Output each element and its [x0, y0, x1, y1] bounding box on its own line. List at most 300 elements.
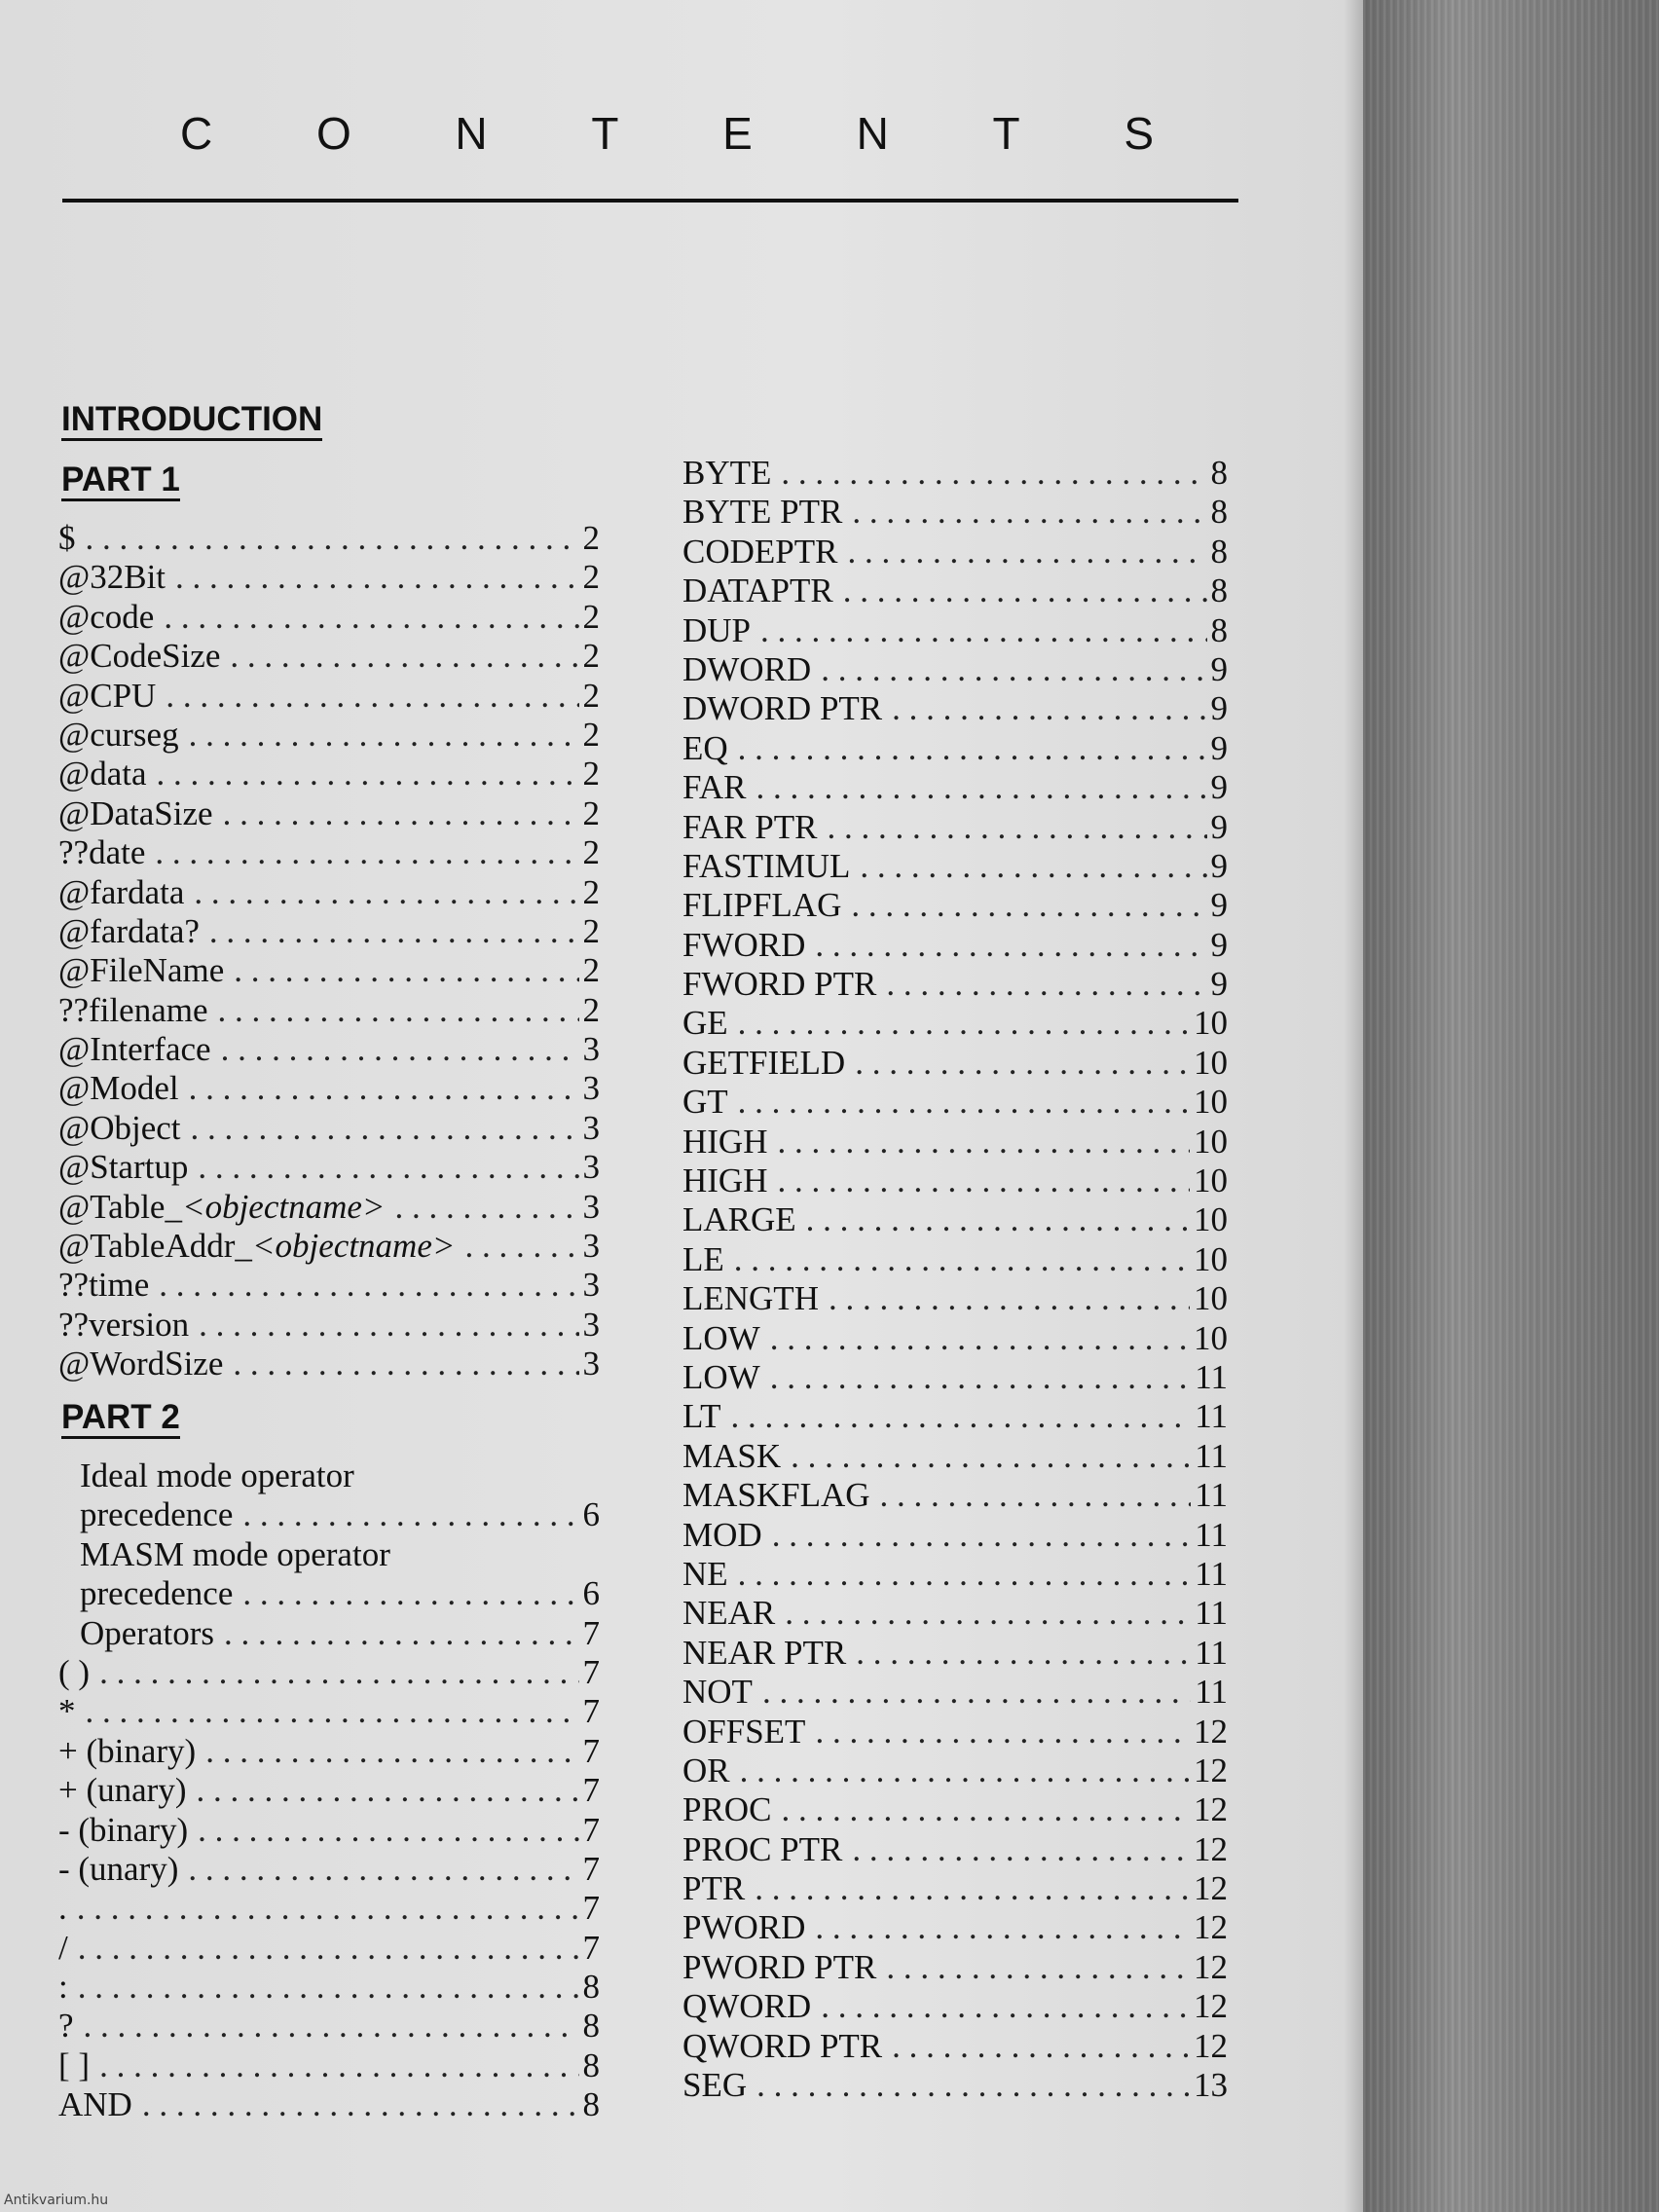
toc-entry [58, 1148, 600, 1187]
toc-entry-page: 8 [1210, 493, 1228, 532]
toc-entry-label [58, 1030, 221, 1069]
leader-dots [852, 493, 1206, 532]
toc-entry-text: GT [682, 1083, 728, 1122]
leader-dots [189, 1069, 579, 1108]
toc-entry-text: DUP [682, 610, 752, 649]
toc-entry-label [58, 677, 166, 716]
toc-entry-label [682, 808, 827, 847]
toc-entry-label [58, 1968, 78, 2007]
leader-dots [194, 873, 578, 912]
toc-entry-page: 13 [1194, 2066, 1228, 2105]
toc-entry-page: 10 [1194, 1083, 1228, 1122]
toc-entry [682, 1869, 1228, 1908]
toc-entry-label [58, 2046, 99, 2085]
toc-entry-text: Ideal mode operator [80, 1456, 354, 1494]
toc-entry-text: @Object [58, 1108, 181, 1147]
toc-entry [58, 873, 600, 912]
toc-entry-text: : [58, 1968, 68, 2007]
leader-dots [99, 2046, 578, 2085]
toc-entry-page: 2 [582, 715, 600, 754]
toc-entry-label [58, 1811, 198, 1850]
leader-dots [166, 677, 578, 716]
leader-dots [791, 1437, 1191, 1476]
leader-dots [155, 833, 578, 872]
toc-entry [682, 847, 1228, 886]
leader-dots [738, 1555, 1192, 1594]
toc-entry [58, 2007, 600, 2046]
toc-entry-page: 2 [582, 676, 600, 715]
toc-entry-text: FAR [682, 768, 747, 807]
toc-entry [682, 1594, 1228, 1633]
leader-dots [777, 1123, 1190, 1161]
toc-entry-page: 3 [582, 1345, 600, 1383]
toc-entry-text: DATAPTR [682, 571, 833, 610]
toc-entry-page: 7 [582, 1613, 600, 1652]
toc-entry [58, 1929, 600, 1968]
toc-entry [682, 493, 1228, 532]
toc-entry-label [58, 794, 223, 833]
toc-entry-label [682, 2066, 756, 2105]
toc-entry [682, 886, 1228, 925]
toc-entry-label [682, 650, 821, 689]
toc-entry-text: NEAR [682, 1594, 776, 1633]
toc-entry-label [682, 1240, 734, 1279]
toc-entry [58, 598, 600, 637]
toc-entry-text: BYTE [682, 454, 772, 492]
toc-entry [58, 1692, 600, 1731]
toc-entry-page: 3 [582, 1266, 600, 1305]
toc-entry-page: 2 [582, 990, 600, 1029]
toc-entry-label [58, 1188, 395, 1227]
section-part2: PART 2 [61, 1400, 180, 1439]
toc-entry-text: FASTIMUL [682, 846, 851, 885]
toc-entry-page: 9 [1210, 886, 1228, 925]
leader-dots [78, 1968, 579, 2007]
toc-entry-label [682, 1123, 777, 1161]
toc-entry-label [682, 1830, 852, 1869]
toc-entry-text: . [58, 1889, 67, 1928]
toc-entry [58, 755, 600, 793]
toc-entry-text: OR [682, 1751, 730, 1789]
toc-entry-text: @CodeSize [58, 637, 221, 676]
toc-entry [58, 1535, 600, 1574]
leader-dots [785, 1594, 1191, 1633]
toc-entry-label [58, 2007, 84, 2046]
leader-dots [762, 1673, 1191, 1712]
toc-entry-label [58, 1692, 86, 1731]
toc-entry-text: PWORD [682, 1908, 806, 1947]
toc-entry [682, 1790, 1228, 1829]
toc-entry-page: 7 [582, 1771, 600, 1810]
toc-entry-text: GE [682, 1004, 728, 1043]
toc-entry-label [58, 1771, 197, 1810]
leader-dots [815, 1908, 1190, 1947]
leader-dots [851, 886, 1206, 925]
toc-entry [58, 558, 600, 597]
wood-background [1363, 0, 1659, 2212]
toc-entry [58, 2085, 600, 2124]
toc-entry-label [58, 1732, 205, 1771]
leader-dots [209, 912, 579, 951]
toc-entry-label [58, 2085, 142, 2124]
toc-entry-text: MASM mode operator [80, 1534, 390, 1573]
leader-dots [886, 1948, 1190, 1987]
toc-entry-page: 11 [1195, 1633, 1228, 1672]
toc-entry-text: precedence [80, 1495, 234, 1534]
toc-entry-text: @fardata? [58, 911, 200, 950]
toc-entry-label [682, 1987, 821, 2026]
toc-entry-label [682, 1594, 785, 1633]
toc-entry-label [682, 1083, 738, 1122]
leader-dots [77, 1889, 579, 1928]
leader-dots [738, 1004, 1190, 1043]
toc-entry-label [682, 965, 886, 1004]
toc-entry-text: ( ) [58, 1652, 91, 1691]
part2-entry-list [58, 1456, 600, 2125]
toc-entry-text: - (binary) [58, 1810, 189, 1849]
leader-dots [86, 519, 579, 558]
toc-entry [58, 2046, 600, 2085]
toc-entry-page: 7 [582, 1731, 600, 1770]
toc-entry [682, 1555, 1228, 1594]
leader-dots [892, 689, 1206, 728]
toc-entry-italic: <objectname> [251, 1227, 456, 1266]
toc-entry [58, 1850, 600, 1889]
toc-entry-page: 3 [582, 1069, 600, 1108]
heading-letter: S [1124, 108, 1154, 159]
toc-entry [682, 1516, 1228, 1555]
section-part1: PART 1 [61, 462, 180, 501]
toc-entry-text: @fardata [58, 872, 185, 911]
toc-entry-text: HIGH [682, 1161, 768, 1200]
toc-entry-page: 8 [582, 2085, 600, 2124]
leader-dots [205, 1732, 578, 1771]
leader-dots [198, 1811, 578, 1850]
toc-entry-label [58, 1614, 224, 1653]
toc-entry [682, 1004, 1228, 1043]
toc-entry-page: 2 [582, 872, 600, 911]
toc-entry-text: @TableAddr_ [58, 1227, 252, 1266]
leader-dots [189, 716, 579, 755]
toc-entry-page: 2 [582, 597, 600, 636]
leader-dots [740, 1751, 1190, 1790]
toc-entry-label [682, 1161, 777, 1200]
toc-entry [682, 1713, 1228, 1751]
leader-dots [78, 1929, 579, 1968]
toc-entry [58, 912, 600, 951]
toc-entry-text: @code [58, 597, 155, 636]
toc-entry [682, 571, 1228, 610]
toc-entry-label [682, 1555, 738, 1594]
leader-dots [860, 847, 1206, 886]
toc-entry [682, 1240, 1228, 1279]
toc-entry [682, 1279, 1228, 1318]
toc-entry [682, 650, 1228, 689]
toc-entry-page: 2 [582, 833, 600, 872]
toc-entry-label [682, 533, 847, 571]
leader-dots [815, 926, 1206, 965]
toc-entry [58, 991, 600, 1030]
toc-entry-text: PROC [682, 1790, 772, 1829]
toc-entry-page: 12 [1194, 1829, 1228, 1868]
toc-entry-label [58, 1929, 78, 1968]
toc-entry-page: 2 [582, 755, 600, 793]
toc-entry [58, 951, 600, 990]
toc-entry [58, 1188, 600, 1227]
toc-entry-label [58, 833, 155, 872]
contents-heading [180, 107, 1154, 160]
toc-entry [682, 1044, 1228, 1083]
toc-entry-label [682, 1713, 815, 1751]
toc-entry-label [58, 873, 194, 912]
toc-entry-label [58, 1456, 364, 1494]
toc-entry [58, 1653, 600, 1692]
toc-entry-text: QWORD PTR [682, 2026, 883, 2065]
leader-dots [781, 1790, 1190, 1829]
leader-dots [821, 1987, 1190, 2026]
leader-dots [188, 1850, 578, 1889]
leader-dots [84, 2007, 579, 2046]
leader-dots [843, 571, 1207, 610]
toc-entry-text: [ ] [58, 2046, 91, 2084]
toc-entry-page: 9 [1210, 807, 1228, 846]
leader-dots [142, 2085, 579, 2124]
toc-entry-text: @CPU [58, 676, 157, 715]
leader-dots [464, 1227, 578, 1266]
toc-entry-page: 9 [1210, 689, 1228, 728]
toc-entry [682, 454, 1228, 493]
toc-entry-text: / [58, 1928, 68, 1967]
leader-dots [224, 1614, 578, 1653]
toc-entry [58, 1227, 600, 1266]
toc-entry [682, 1161, 1228, 1200]
toc-entry-text: PTR [682, 1869, 746, 1908]
toc-entry-text: HIGH [682, 1122, 768, 1161]
leader-dots [86, 1692, 579, 1731]
toc-entry [682, 965, 1228, 1004]
toc-entry-page: 12 [1194, 1947, 1228, 1986]
toc-entry-label [682, 689, 892, 728]
toc-entry-label [682, 1673, 762, 1712]
toc-entry-page: 7 [582, 1692, 600, 1731]
leader-dots [777, 1161, 1190, 1200]
toc-entry-text: SEG [682, 2066, 748, 2105]
leader-dots [855, 1044, 1190, 1083]
toc-entry [682, 533, 1228, 571]
toc-entry [682, 1123, 1228, 1161]
toc-entry-text: NE [682, 1554, 728, 1593]
toc-entry-text: $ [58, 519, 76, 557]
toc-entry-page: 9 [1210, 846, 1228, 885]
toc-entry-page: 9 [1210, 728, 1228, 767]
toc-entry-page: 8 [582, 2007, 600, 2046]
toc-entry [682, 1987, 1228, 2026]
toc-entry-label [682, 1634, 856, 1673]
toc-entry [682, 1083, 1228, 1122]
toc-entry-text: NEAR PTR [682, 1633, 847, 1672]
toc-entry-page: 11 [1195, 1594, 1228, 1633]
leader-dots [829, 1279, 1190, 1318]
toc-entry-label [58, 1345, 233, 1383]
toc-entry [682, 1673, 1228, 1712]
leader-dots [847, 533, 1206, 571]
toc-entry-page: 3 [582, 1227, 600, 1266]
toc-entry-label [58, 1148, 198, 1187]
toc-entry-page: 10 [1194, 1318, 1228, 1357]
toc-entry-italic: <objectname> [181, 1187, 386, 1226]
toc-entry [58, 1069, 600, 1108]
toc-entry-page: 12 [1194, 1987, 1228, 2026]
leader-dots [880, 1476, 1192, 1515]
toc-entry-text: EQ [682, 728, 728, 767]
toc-entry-text: BYTE PTR [682, 493, 843, 532]
toc-entry [682, 808, 1228, 847]
toc-entry-page: 2 [582, 558, 600, 597]
toc-entry-label [682, 1004, 738, 1043]
toc-entry-page: 8 [582, 2046, 600, 2084]
toc-entry-text: @curseg [58, 715, 179, 754]
toc-entry-page: 8 [582, 1968, 600, 2007]
toc-entry-page: 11 [1195, 1397, 1228, 1436]
toc-entry-label [682, 1279, 829, 1318]
toc-entry-text: ??time [58, 1266, 150, 1305]
toc-entry-text: - (unary) [58, 1849, 179, 1888]
toc-entry [682, 689, 1228, 728]
toc-entry-label [682, 454, 781, 493]
toc-entry [682, 768, 1228, 807]
toc-entry-page: 3 [582, 1030, 600, 1069]
toc-entry-label [58, 598, 164, 637]
toc-entry-page: 9 [1210, 768, 1228, 807]
toc-entry-label [682, 1790, 781, 1829]
toc-entry [58, 519, 600, 558]
toc-entry-page: 2 [582, 911, 600, 950]
toc-entry [682, 1476, 1228, 1515]
toc-entry [58, 1811, 600, 1850]
toc-entry-label [682, 493, 852, 532]
section-introduction: INTRODUCTION [61, 402, 322, 441]
toc-entry-text: GETFIELD [682, 1043, 846, 1082]
toc-entry [682, 729, 1228, 768]
toc-entry [682, 1634, 1228, 1673]
toc-entry-text: precedence [80, 1574, 234, 1613]
toc-entry-page: 7 [582, 1928, 600, 1967]
toc-entry [682, 1830, 1228, 1869]
toc-entry-page: 3 [582, 1148, 600, 1187]
leader-dots [197, 1771, 579, 1810]
toc-entry-label [58, 1653, 99, 1692]
toc-entry [58, 1889, 600, 1928]
toc-entry-label [682, 1358, 770, 1397]
leader-dots [242, 1574, 578, 1613]
toc-entry-label [58, 558, 175, 597]
toc-entry [58, 1345, 600, 1383]
toc-entry-label [58, 1227, 464, 1266]
toc-entry-page: 10 [1194, 1004, 1228, 1043]
toc-entry [682, 2066, 1228, 2105]
toc-entry [682, 1948, 1228, 1987]
toc-entry-label [682, 1437, 791, 1476]
toc-entry [682, 2027, 1228, 2066]
toc-entry-text: LT [682, 1397, 721, 1436]
toc-entry-text: ??filename [58, 990, 208, 1029]
toc-entry-text: OFFSET [682, 1712, 806, 1751]
toc-entry-label [682, 1200, 806, 1239]
toc-entry-text: @DataSize [58, 793, 213, 832]
toc-entry-text: LENGTH [682, 1279, 819, 1318]
toc-entry-page: 2 [582, 793, 600, 832]
leader-dots [738, 729, 1207, 768]
leader-dots [395, 1188, 579, 1227]
toc-entry-page: 8 [1210, 532, 1228, 571]
leader-dots [164, 598, 578, 637]
toc-entry [58, 677, 600, 716]
leader-dots [191, 1109, 579, 1148]
toc-entry [682, 1437, 1228, 1476]
toc-entry-text: MASKFLAG [682, 1476, 870, 1515]
toc-entry-label [682, 729, 738, 768]
heading-letter: N [856, 108, 889, 159]
toc-entry-text: @data [58, 755, 147, 793]
toc-entry [58, 1306, 600, 1345]
toc-entry-label [682, 2027, 892, 2066]
toc-entry-page: 7 [582, 1652, 600, 1691]
toc-entry [682, 1397, 1228, 1436]
toc-entry-label [682, 768, 756, 807]
toc-entry-label [682, 571, 843, 610]
leader-dots [221, 1030, 579, 1069]
toc-entry-page: 11 [1195, 1554, 1228, 1593]
toc-entry-label [58, 1109, 191, 1148]
toc-entry-label [58, 716, 189, 755]
toc-entry-text: @Interface [58, 1030, 211, 1069]
toc-entry-page: 9 [1210, 925, 1228, 964]
leader-dots [892, 2027, 1190, 2066]
toc-entry-page: 10 [1194, 1043, 1228, 1082]
watermark: Antikvarium.hu [4, 2193, 109, 2208]
toc-entry-text: LARGE [682, 1200, 796, 1239]
toc-entry [682, 1319, 1228, 1358]
toc-entry [58, 637, 600, 676]
toc-entry [58, 1109, 600, 1148]
toc-entry [58, 1968, 600, 2007]
toc-entry-page: 9 [1210, 649, 1228, 688]
heading-letter: T [591, 108, 619, 159]
toc-entry-label [682, 1397, 731, 1436]
leader-dots [815, 1713, 1190, 1751]
leader-dots [233, 1345, 578, 1383]
toc-entry-page: 7 [582, 1849, 600, 1888]
leader-dots [159, 1266, 578, 1305]
toc-entry-text: DWORD [682, 649, 812, 688]
toc-entry-text: AND [58, 2085, 132, 2124]
toc-entry-text: LOW [682, 1357, 760, 1396]
toc-entry [682, 1200, 1228, 1239]
toc-entry-page: 12 [1194, 2026, 1228, 2065]
toc-entry-label [682, 1948, 886, 1987]
toc-entry [58, 1266, 600, 1305]
toc-entry-label [682, 926, 815, 965]
leader-dots [772, 1516, 1192, 1555]
toc-entry-text: FWORD [682, 925, 806, 964]
toc-entry-page: 10 [1194, 1161, 1228, 1200]
toc-entry-label [58, 519, 86, 558]
leader-dots [781, 454, 1206, 493]
toc-entry-text: CODEPTR [682, 532, 838, 571]
toc-entry-label [58, 1850, 188, 1889]
toc-entry-page: 6 [582, 1574, 600, 1613]
heading-letter: E [722, 108, 753, 159]
